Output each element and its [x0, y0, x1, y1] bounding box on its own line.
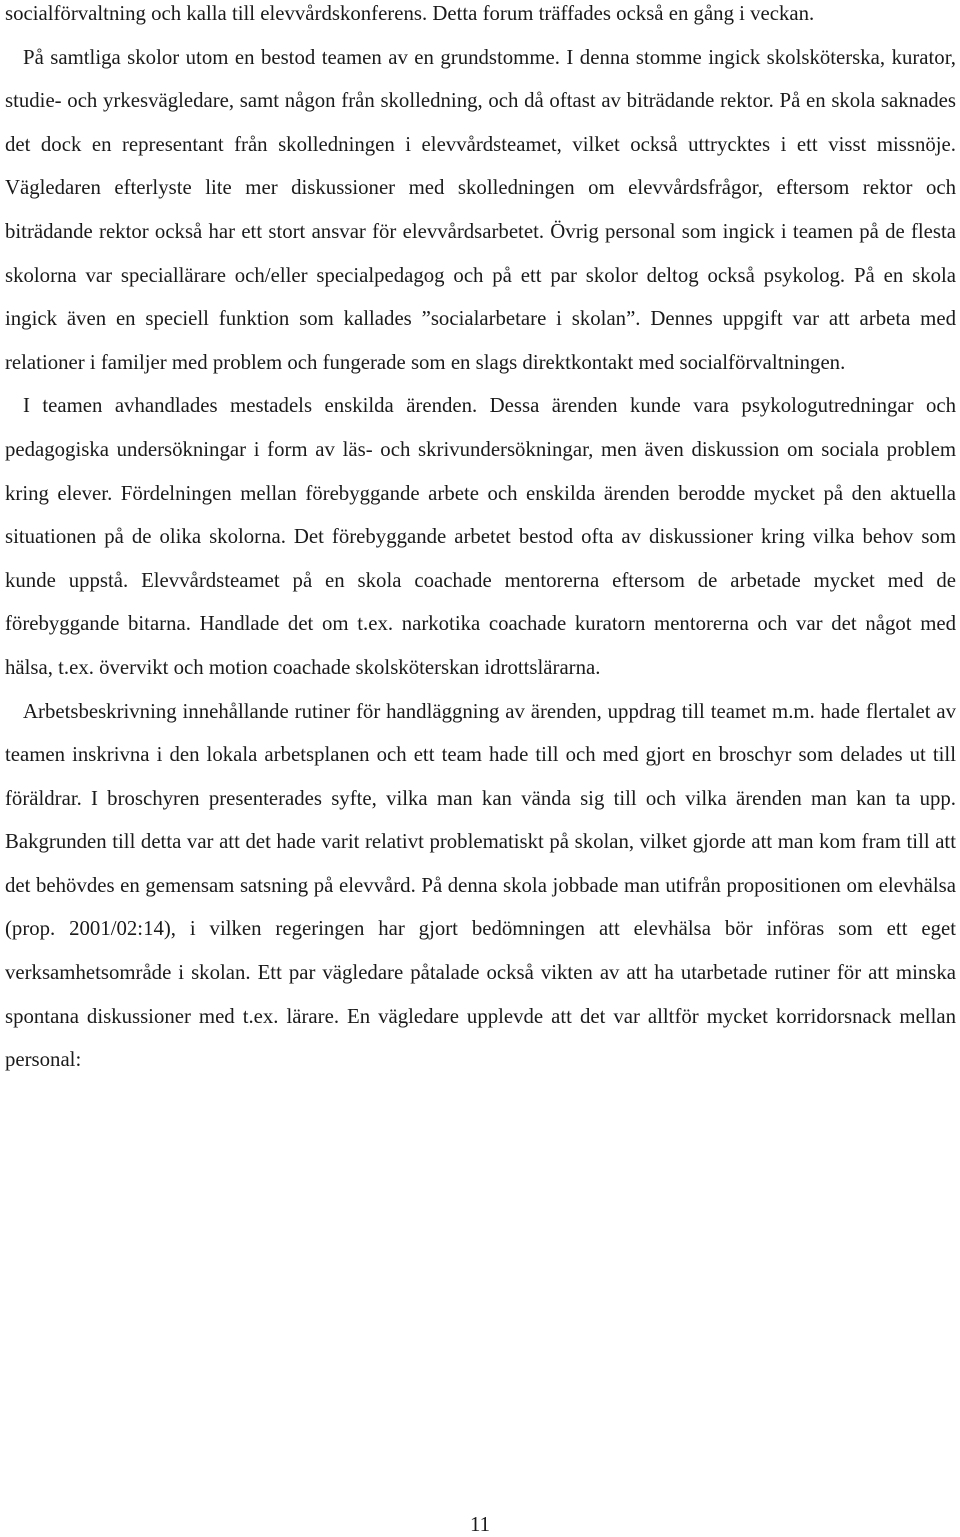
body-text [5, 0, 956, 1082]
paragraph-1: socialförvaltning och kalla till elevvårdskonferens. Detta forum träffades också en gång i veckan. [5, 2, 815, 25]
paragraph-2: På samtliga skolor utom en bestod teamen av en grundstomme. I denna stomme ingick skolsköterska, kurator, studie- och yrkesvägledare, samt någon från skolledning, och då oftast av biträdande rektor. På en skola saknades det dock en representant från skolledningen i elevvårdsteamet, vilket också uttrycktes i ett visst missnöje. Vägledaren efterlyste lite mer diskussioner med skolledningen om elevvårdsfrågor, eftersom rektor och biträdande rektor också har ett stort ansvar för elevvårdsarbetet. Övrig personal som ingick i teamen på de flesta skolorna var speciallärare och/eller specialpedagog och på ett par skolor deltog också psykolog. På en skola ingick även en speciell funktion som kallades ”socialarbetare i skolan”. Dennes uppgift var att arbeta med relationer i familjer med problem och fungerade som en slags direktkontakt med socialförvaltningen. [5, 45, 956, 374]
paragraph-4: Arbetsbeskrivning innehållande rutiner för handläggning av ärenden, uppdrag till teamet m.m. hade flertalet av teamen inskrivna i den lokala arbetsplanen och ett team hade till och med gjort en broschyr som delades ut till föräldrar. I broschyren presenterades syfte, vilka man kan vända sig till och vilka ärenden man kan ta upp. Bakgrunden till detta var att det hade varit relativt problematiskt på skolan, vilket gjorde att man kom fram till att det behövdes en gemensam satsning på elevvård. På denna skola jobbade man utifrån propositionen om elevhälsa (prop. 2001/02:14), i vilken regeringen har gjort bedömningen att elevhälsa bör införas som ett eget verksamhetsområde i skolan. Ett par vägledare påtalade också vikten av att ha utarbetade rutiner för att minska spontana diskussioner med t.ex. lärare. En vägledare upplevde att det var alltför mycket korridorsnack mellan personal: [5, 699, 956, 1072]
page-number: 11 [469, 1513, 491, 1536]
paragraph-3: I teamen avhandlades mestadels enskilda ärenden. Dessa ärenden kunde vara psykologutredningar och pedagogiska undersökningar i form av läs- och skrivundersökningar, men även diskussion om sociala problem kring elever. Fördelningen mellan förebyggande arbete och enskilda ärenden berodde mycket på den aktuella situationen på de olika skolorna. Det förebyggande arbetet bestod ofta av diskussioner kring vilka behov som kunde uppstå. Elevvårdsteamet på en skola coachade mentorerna eftersom de arbetade mycket med de förebyggande bitarna. Handlade det om t.ex. narkotika coachade kuratorn mentorerna och var det något med hälsa, t.ex. övervikt och motion coachade skolsköterskan idrottslärarna. [5, 394, 956, 679]
